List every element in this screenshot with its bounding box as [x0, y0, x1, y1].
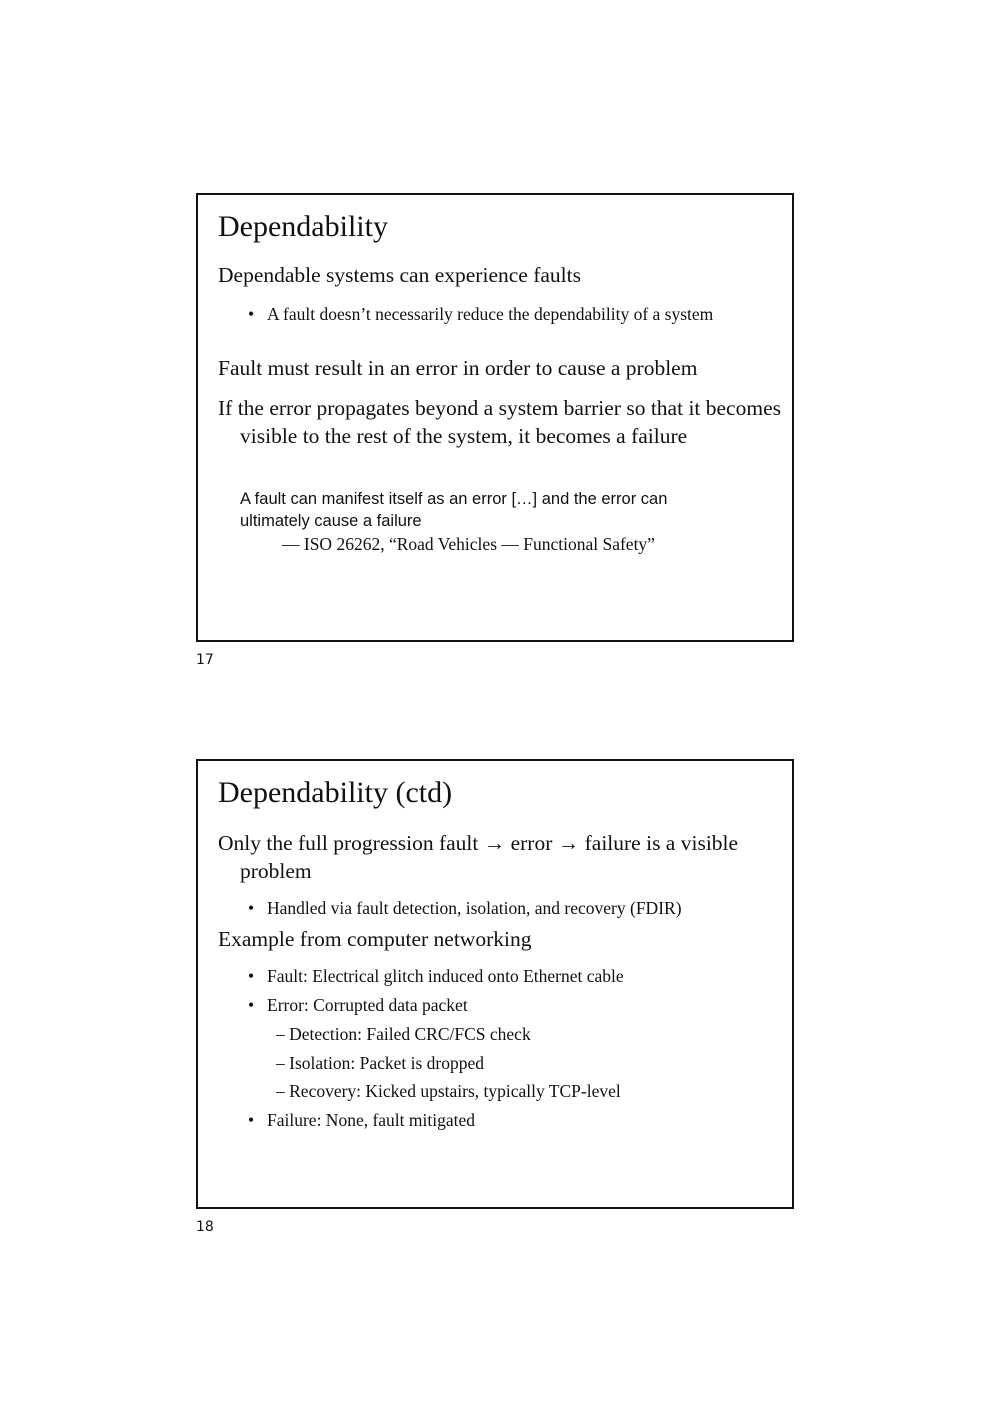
slide-17	[196, 193, 794, 642]
bullet-icon: •	[248, 304, 255, 324]
list-item-text: Failure: None, fault mitigated	[267, 1110, 476, 1130]
list-item	[248, 1108, 772, 1132]
slide-18	[196, 759, 794, 1209]
list-item: Example from computer networking	[218, 927, 532, 951]
list-item	[248, 896, 772, 920]
page-number: 17	[196, 652, 214, 668]
list-item-text: A fault doesn’t necessarily reduce the dependability of a system	[267, 304, 714, 324]
list-item: – Isolation: Packet is dropped	[276, 1053, 485, 1073]
list-item-text: Fault: Electrical glitch induced onto Ethernet cable	[267, 966, 624, 986]
slide-title: Dependability (ctd)	[218, 776, 453, 809]
list-item: – Recovery: Kicked upstairs, typically TCP-level	[276, 1081, 621, 1101]
list-item	[248, 302, 772, 326]
list-item	[248, 993, 772, 1017]
quote-attribution: — ISO 26262, “Road Vehicles — Functional Safety”	[282, 534, 655, 554]
bullet-icon: •	[248, 1110, 255, 1130]
list-item-text: Handled via fault detection, isolation, and recovery (FDIR)	[267, 898, 682, 918]
bullet-icon: •	[248, 995, 255, 1015]
list-item: Only the full progression fault → error → failure is a visible problem	[218, 831, 739, 883]
list-item	[248, 964, 772, 988]
list-item: Fault must result in an error in order to cause a problem	[218, 356, 698, 380]
page-number: 18	[196, 1219, 214, 1235]
bullet-icon: •	[248, 898, 255, 918]
slide-title: Dependability	[218, 210, 388, 243]
list-item: If the error propagates beyond a system barrier so that it becomes visible to the rest of the system, it becomes a failure	[218, 396, 781, 448]
bullet-icon: •	[248, 966, 255, 986]
list-item: – Detection: Failed CRC/FCS check	[276, 1024, 531, 1044]
quote-text: A fault can manifest itself as an error […] and the error can ultimately cause a failure	[240, 490, 668, 530]
list-item-text: Error: Corrupted data packet	[267, 995, 468, 1015]
list-item: Dependable systems can experience faults	[218, 263, 581, 287]
